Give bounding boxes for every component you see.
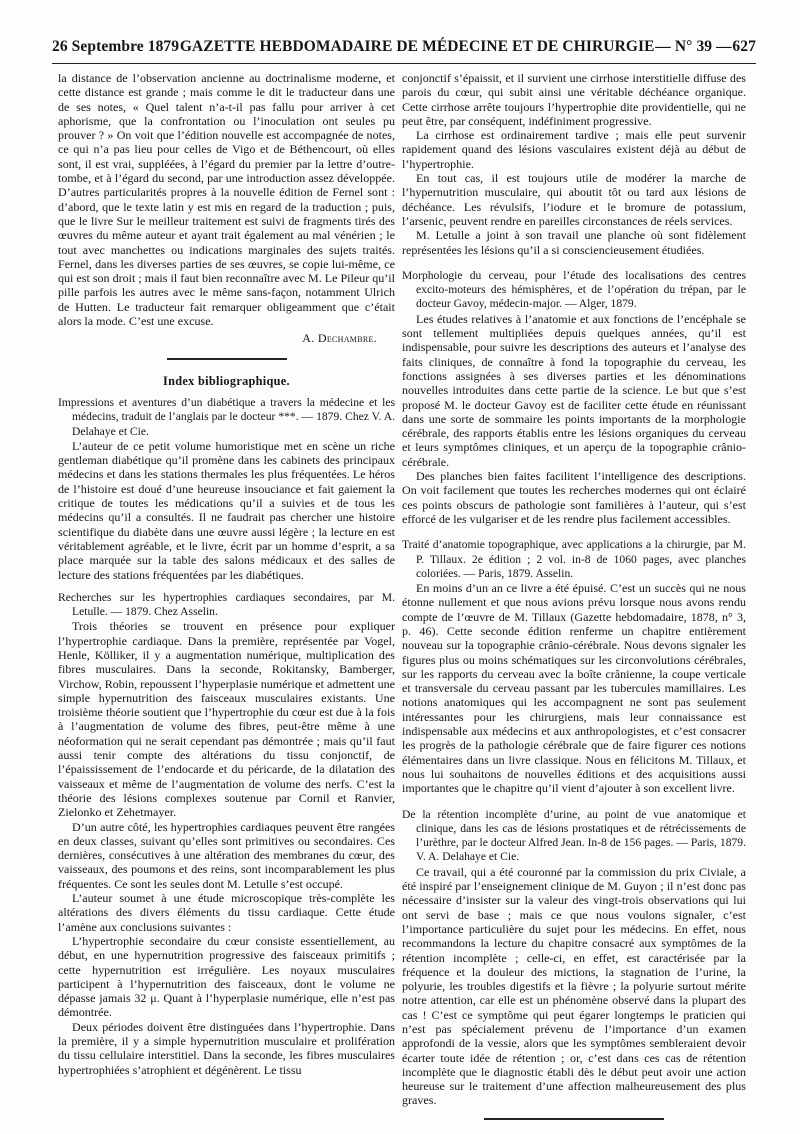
- bibliography-entry-title: Morphologie du cerveau, pour l’étude des localisations des centres excito-moteurs des hémisphères, et de l’opération du trépan, par le docteur Gavoy, médecin-major. — Alger, 1879.: [402, 268, 746, 311]
- bibliography-entry-text: Des planches bien faites facilitent l’intelligence des descriptions. On voit facilement que toutes les recherches modernes qui ont éclairé ces points obscurs de pathologie sont familières à l’auteur, qui s’est efforcé de les vulgariser et de les rendre plus facilement accessibles.: [402, 469, 746, 526]
- review-continuation: la distance de l’observation ancienne au doctrinalisme moderne, et cette distance est grande ; mais comme le dit le traducteur dans une de ses notes, « Quel talent n’a-t-il pas fallu pour arriver à cet aphorisme, que la confrontation ou l’inoculation ont seules pu prouver ? » On voit que l’édition nouvelle est accompagnée de notes, ce qui n’a pas lieu pour celles de Vigo et de Béthencourt, où elles sont, il est vrai, suppléées, à l’égard du premier par la lettre d’outre-tombe, et à l’égard du second, par une introduction assez développée. D’autres particularités propres à la nouvelle édition de Fernel sont : d’abord, que le texte latin y est mis en regard de la traduction ; puis, que le livre Sur le meilleur traitement est suivi de fragments tirés des œuvres du même auteur et ayant trait également au mal vénérien ; le tout avec manchettes ou indications marginales des sujets traités. Fernel, dans les diverses parties de ses œuvres, se copie lui-même, ce qui est son droit ; mais il faut bien reconnaître avec M. Le Pileur qu’il pille parfois les autres avec le même sans-façon, notamment Ulrich de Hutten. Le traducteur fait remarquer obligeamment que c’était alors la mode. C’est une excuse.: [58, 71, 395, 329]
- running-header: [52, 38, 756, 60]
- header-page-number: 627: [732, 38, 756, 55]
- bibliography-entry-text: La cirrhose est ordinairement tardive ; mais elle peut survenir rapidement quand des lésions vasculaires existent déjà au début de l’hypertrophie.: [402, 128, 746, 171]
- bibliography-entry-text: En moins d’un an ce livre a été épuisé. C’est un succès qui ne nous étonne nullement et que nous avions prévu lorsque nous avons rendu compte de l’œuvre de M. Tillaux (Gazette hebdomadaire, 1878, n° 3, p. 46). Cette seconde édition renferme un chapitre entièrement nouveau sur la topographie crânio-cérébrale. Nous devons signaler les figures plus ou moins schématiques sur les circonvolutions cérébrales, sur les rapports du cerveau avec la boîte crânienne, la coupe verticale et transversale du cerveau passant par les tubercules mamillaires. Les notions anatomiques qui les accompagnent ne sont pas seulement intéressantes pour les chirurgiens, mais leur connaissance est indispensable aux médecins et aux anthropologistes, et c’est consacrer les progrès de la pathologie cérébrale que de faire figurer ces notions élémentaires dans un livre classique. Nous en félicitons M. Tillaux, et nous lui souhaitons de nouvelles éditions et des acquisitions aussi importantes que le chapitre qu’il vient d’ajouter à son excellent livre.: [402, 581, 746, 796]
- header-rule: [52, 63, 756, 64]
- bibliography-entry-title: Impressions et aventures d’un diabétique a travers la médecine et les médecins, traduit de l’anglais par le docteur ***. — 1879. Chez V. A. Delahaye et Cie.: [58, 395, 395, 438]
- author-signature: A. Dechambre.: [302, 331, 377, 346]
- bibliography-entry-text: Trois théories se trouvent en présence pour expliquer l’hypertrophie cardiaque. Dans la première, représentée par Vogel, Henle, Kölliker, il y a augmentation numérique, multiplication des fibres musculaires. Dans la seconde, Rokitansky, Bamberger, Virchow, Robin, repoussent l’hyperplasie numérique et admettent une simple hypernutrition des faisceaux musculaires existants. Une troisième théorie soutient que l’hypertrophie du cœur est due à la fois à l’augmentation de volume des fibres, peut-être même à une néoformation qui ne serait cependant pas démontrée ; mais qu’il faut aussi tenir compte des altérations du tissu conjonctif, de l’épaississement de l’endocarde et du péricarde, de la dilatation des vaisseaux et même de l’augmentation de volume des nerfs. C’est la théorie des lésions complexes soutenue par Cornil et Ranvier, Zielonko et Zehetmayer.: [58, 619, 395, 820]
- header-issue: — N° 39 —: [655, 38, 732, 55]
- bibliography-entry-text: L’hypertrophie secondaire du cœur consiste essentiellement, au début, en une hypernutrition progressive des faisceaux primitifs ; cette hypernutrition est irrégulière. Les noyaux musculaires participent à l’hypernutrition des faisceaux, dont le volume ne dépasse jamais 32 μ. Quant à l’hyperplasie numérique, elle n’est pas démontrée.: [58, 933, 395, 1020]
- bibliography-entry-text: En tout cas, il est toujours utile de modérer la marche de l’hypernutrition musculaire, qui aboutit tôt ou tard aux lésions de déchéance. Les révulsifs, l’iodure et le bromure de potassium, l’arsenic, peuvent rendre en pareilles circonstances de réels services.: [402, 171, 746, 228]
- bibliography-entry-title: Recherches sur les hypertrophies cardiaques secondaires, par M. Letulle. — 1879. Chez Asselin.: [58, 590, 395, 619]
- bibliography-entry-text: Deux périodes doivent être distinguées dans l’hypertrophie. Dans la première, il y a simple hypernutrition musculaire et prolifération du tissu cellulaire interstitiel. Dans la seconde, les fibres musculaires hypertrophiées s’atrophient et dégénèrent. Le tissu: [58, 1019, 395, 1077]
- section-title: Index bibliographique.: [163, 373, 290, 388]
- bibliography-entry-text: L’auteur de ce petit volume humoristique met en scène un riche gentleman diabétique qu’il promène dans les cabinets des principaux médecins et dans les stations thermales les plus fréquentées. Le héros de l’histoire est doué d’une heureuse insouciance et fait gaiement la critique de toutes les médications qu’il a suivies et de tous les médecins qu’il a consultés. Il ne faudrait pas chercher une histoire scientifique du diabète dans une œuvre aussi légère ; la lecture en est véritablement agréable, et le livre, écrit par un homme d’esprit, a sa place marquée sur la table des salons médicaux et des salles de lecture des stations fréquentées par les diabétiques.: [58, 438, 395, 582]
- bibliography-entry-text: L’auteur soumet à une étude microscopique très-complète les altérations des divers éléments du tissu cardiaque. Cette étude l’amène aux conclusions suivantes :: [58, 891, 395, 934]
- bibliography-entry-text: D’un autre côté, les hypertrophies cardiaques peuvent être rangées en deux classes, suivant qu’elles sont primitives ou secondaires. Ces dernières, consécutives à une altération des membranes du cœur, des vaisseaux, des poumons et des reins, sont incomparablement les plus fréquentes. Ce sont les seules dont M. Letulle s’est occupé.: [58, 819, 395, 891]
- bibliography-entry-title: Traité d’anatomie topographique, avec applications a la chirurgie, par M. P. Tillaux. 2e édition ; 2 vol. in-8 de 1060 pages, avec planches coloriées. — Paris, 1879. Asselin.: [402, 538, 746, 580]
- header-journal-title: GAZETTE HEBDOMADAIRE DE MÉDECINE ET DE CHIRURGIE: [179, 38, 655, 55]
- bibliography-entry-title: De la rétention incomplète d’urine, au point de vue anatomique et clinique, dans les cas de lésions prostatiques et de rétrécissements de l’urèthre, par le docteur Alfred Jean. In-8 de 156 pages. — Paris, 1879. V. A. Delahaye et Cie.: [402, 807, 746, 864]
- right-column: [402, 71, 746, 1134]
- bibliography-entry-text: Ce travail, qui a été couronné par la commission du prix Civiale, a été inspiré par l’enseignement clinique de M. Guyon ; il n’est donc pas nécessaire d’insister sur la valeur des vingt-trois observations qui lui ont servi de base ; mais ce que nous voulons signaler, c’est l’importance particulière du sujet pour les médecins. En effet, nous recommandons la lecture du chapitre consacré aux symptômes de la rétention incomplète ; celle-ci, en effet, est caractérisée par la fréquence et la douleur des mictions, la stagnation de l’urine, la polyurie, les troubles digestifs et la fièvre ; la polyurie surtout mérite notre attention, car elle est un phénomène observé dans la plupart des cas ! C’est ce symptôme qui peut égarer longtemps le praticien qui n’est pas spécialement prévenu de l’importance d’un examen approfondi de la vessie, alors que les symptômes sembleraient devoir écarter toute idée de rétention ; or, c’est dans ces cas de rétention incomplète que le diagnostic établi dès le début peut avoir une action heureuse sur le traitement d’une affection malheureusement des plus graves.: [402, 864, 746, 1108]
- bibliography-entry-text: conjonctif s’épaissit, et il survient une cirrhose interstitielle diffuse des parois du cœur, qui subit ainsi une véritable déchéance organique. Cette cirrhose arrête toujours l’hypertrophie dite providentielle, qui ne peut être, par conséquent, indéfiniment progressive.: [402, 71, 746, 128]
- end-divider: [484, 1118, 664, 1120]
- section-divider: [167, 358, 287, 360]
- bibliography-entry-text: Les études relatives à l’anatomie et aux fonctions de l’encéphale se sont tellement multipliées depuis quelques années, qu’il est indispensable, pour suivre les descriptions des auteurs et l’analyse des faits cliniques, de connaître à fond la topographie du cerveau, les fonctions assignées à ses diverses parties et les dénominations nouvelles introduites dans cette partie de la science. Le but que s’est proposé M. le docteur Gavoy est de faciliter cette étude en réunissant dans une sorte de sommaire les points importants de la morphologie cérébrale, des rapports établis entre les lésions organiques du cerveau et leurs symptômes cliniques, et un aperçu de la topographie crânio-cérébrale.: [402, 311, 746, 469]
- header-date: 26 Septembre 1879: [52, 38, 180, 55]
- left-column: [58, 71, 395, 1077]
- bibliography-entry-text: M. Letulle a joint à son travail une planche où sont fidèlement représentées les lésions qu’il a si consciencieusement étudiées.: [402, 228, 746, 257]
